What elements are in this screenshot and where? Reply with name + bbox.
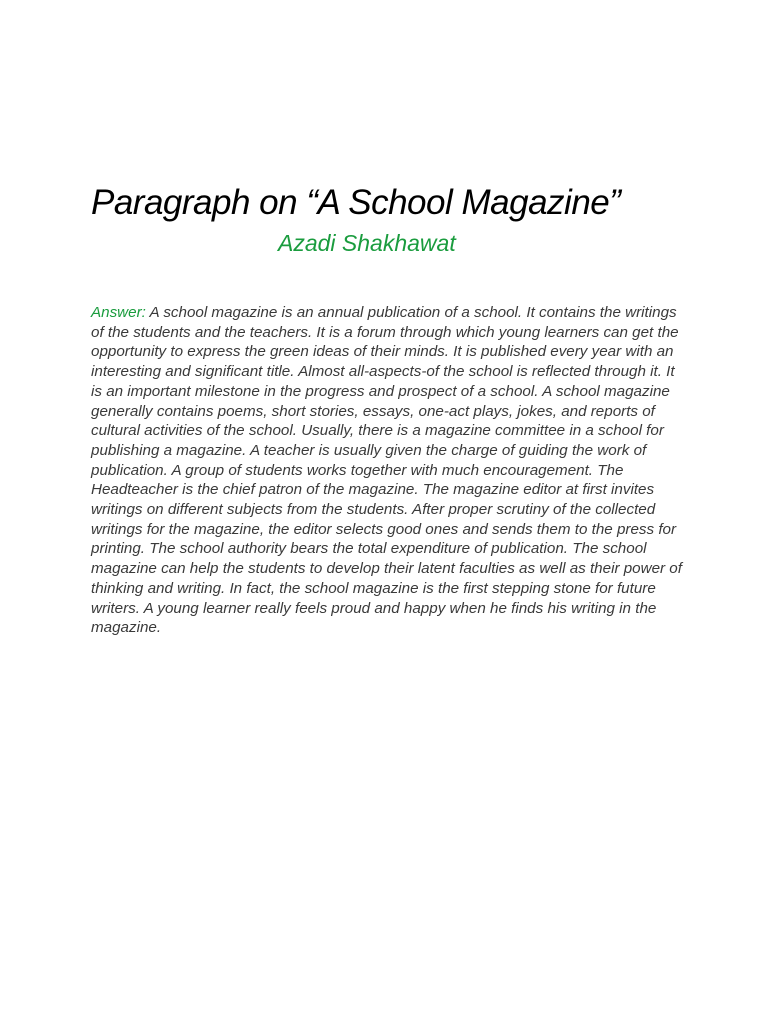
answer-label: Answer: <box>91 304 146 321</box>
document-title: Paragraph on “A School Magazine” <box>91 183 621 222</box>
answer-text: A school magazine is an annual publication of a school. It contains the writings of the students and the teachers. It is a forum through which young learners can get the opportunity to express the green ideas of their minds. It is published every year with an interesting and significant title. Almost all-aspects-of the school is reflected through it. It is an important milestone in the progress and prospect of a school. A school magazine generally contains poems, short stories, essays, one-act plays, jokes, and reports of cultural activities of the school. Usually, there is a magazine committee in a school for publishing a magazine. A teacher is usually given the charge of guiding the work of publication. A group of students works together with much encouragement. The Headteacher is the chief patron of the magazine. The magazine editor at first invites writings on different subjects from the students. After proper scrutiny of the collected writings for the magazine, the editor selects good ones and sends them to the press for printing. The school authority bears the total expenditure of publication. The school magazine can help the students to develop their latent faculties as well as their power of thinking and writing. In fact, the school magazine is the first stepping stone for future writers. A young learner really feels proud and happy when he finds his writing in the magazine. <box>91 304 682 637</box>
author-name: Azadi Shakhawat <box>278 230 456 256</box>
answer-paragraph <box>91 303 683 638</box>
